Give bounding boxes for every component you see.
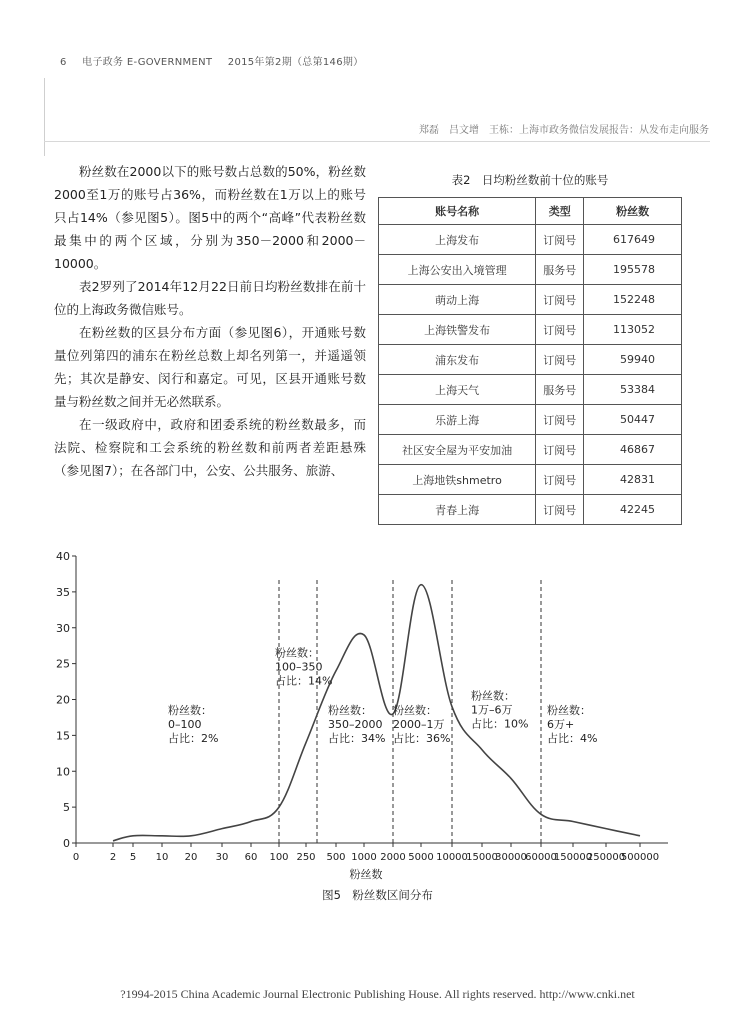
account-type: 订阅号 bbox=[536, 465, 584, 495]
x-tick-label: 100 bbox=[269, 852, 289, 863]
x-tick-label: 150000 bbox=[553, 852, 593, 863]
y-tick-label: 35 bbox=[56, 585, 70, 599]
follower-count: 53384 bbox=[584, 375, 682, 405]
x-tick-label: 60 bbox=[244, 852, 258, 863]
y-tick-label: 40 bbox=[56, 550, 70, 563]
header-divider bbox=[44, 141, 710, 142]
table-row bbox=[379, 225, 682, 255]
table-row bbox=[379, 285, 682, 315]
issue-info: 2015年第2期（总第146期） bbox=[227, 57, 364, 68]
y-tick-label: 20 bbox=[56, 693, 70, 707]
account-name: 上海公安出入境管理 bbox=[379, 255, 536, 285]
x-tick-label: 60000 bbox=[525, 852, 557, 863]
x-tick-label: 10 bbox=[155, 852, 169, 863]
copyright-footer: ?1994-2015 China Academic Journal Electronic Publishing House. All rights reserved. http://www.cnki.net bbox=[120, 987, 635, 1001]
y-tick-label: 25 bbox=[56, 657, 70, 671]
body-text bbox=[54, 160, 366, 482]
x-tick-label: 250000 bbox=[586, 852, 626, 863]
range-annotation: 1万–6万 bbox=[471, 703, 513, 717]
range-annotation: 粉丝数： bbox=[168, 703, 212, 717]
y-tick-label: 5 bbox=[63, 801, 70, 815]
account-type: 订阅号 bbox=[536, 345, 584, 375]
account-type: 订阅号 bbox=[536, 315, 584, 345]
account-name: 青春上海 bbox=[379, 495, 536, 525]
account-name: 社区安全屋为平安加油 bbox=[379, 435, 536, 465]
x-tick-label: 5000 bbox=[408, 852, 434, 863]
x-tick-label: 20 bbox=[184, 852, 198, 863]
range-annotation: 粉丝数： bbox=[275, 646, 319, 660]
range-annotation: 0–100 bbox=[168, 717, 202, 731]
follower-count: 617649 bbox=[584, 225, 682, 255]
account-name: 萌动上海 bbox=[379, 285, 536, 315]
paragraph: 在一级政府中，政府和团委系统的粉丝数最多，而法院、检察院和工会系统的粉丝数和前两者差距悬殊（参见图7）；在各部门中，公安、公共服务、旅游、 bbox=[54, 417, 366, 478]
figure-caption: 图5 粉丝数区间分布 bbox=[322, 888, 433, 902]
article-subtitle: 郑磊 吕文增 王栋：上海市政务微信发展报告：从发布走向服务 bbox=[419, 125, 709, 136]
x-tick-label: 500000 bbox=[620, 852, 660, 863]
follower-distribution-chart bbox=[0, 540, 755, 880]
range-annotation: 粉丝数： bbox=[328, 703, 372, 717]
table-row bbox=[379, 435, 682, 465]
account-name: 上海地铁shmetro bbox=[379, 465, 536, 495]
running-header bbox=[60, 53, 363, 68]
range-annotation: 6万+ bbox=[547, 717, 575, 731]
y-tick-label: 10 bbox=[56, 765, 70, 779]
table-row bbox=[379, 345, 682, 375]
x-tick-label: 10000 bbox=[436, 852, 468, 863]
range-annotation: 占比：2% bbox=[168, 731, 219, 745]
account-type: 订阅号 bbox=[536, 285, 584, 315]
paragraph: 粉丝数在2000以下的账号数占总数的50%，粉丝数2000至1万的账号占36%，而粉丝数在1万以上的账号只占14%（参见图5）。图5中的两个“高峰”代表粉丝数最集中的两个区域，分别为350－2000和2000－10000。 bbox=[54, 164, 366, 271]
account-name: 上海发布 bbox=[379, 225, 536, 255]
follower-count: 42831 bbox=[584, 465, 682, 495]
account-name: 乐游上海 bbox=[379, 405, 536, 435]
follower-count: 195578 bbox=[584, 255, 682, 285]
x-tick-label: 500 bbox=[326, 852, 346, 863]
account-type: 订阅号 bbox=[536, 405, 584, 435]
table-caption: 表2 日均粉丝数前十位的账号 bbox=[451, 173, 609, 187]
top-accounts-table bbox=[378, 197, 682, 525]
range-annotation: 100–350 bbox=[275, 660, 323, 674]
header-account-name: 账号名称 bbox=[379, 198, 536, 225]
account-type: 服务号 bbox=[536, 375, 584, 405]
range-annotation: 占比：14% bbox=[275, 674, 333, 688]
x-tick-label: 30 bbox=[215, 852, 229, 863]
follower-count: 59940 bbox=[584, 345, 682, 375]
table-row bbox=[379, 255, 682, 285]
paragraph: 在粉丝数的区县分布方面（参见图6），开通账号数量位列第四的浦东在粉丝总数上却名列第一，并遥遥领先；其次是静安、闵行和嘉定。可见，区县开通账号数量与粉丝数之间并无必然联系。 bbox=[54, 325, 366, 409]
account-type: 订阅号 bbox=[536, 435, 584, 465]
range-annotation: 占比：10% bbox=[471, 717, 529, 731]
table-row bbox=[379, 495, 682, 525]
table-row bbox=[379, 375, 682, 405]
range-annotation: 粉丝数： bbox=[547, 703, 591, 717]
range-annotation: 占比：34% bbox=[328, 731, 386, 745]
range-annotation: 2000–1万 bbox=[393, 717, 445, 731]
account-type: 订阅号 bbox=[536, 495, 584, 525]
x-tick-label: 2000 bbox=[380, 852, 406, 863]
y-tick-label: 30 bbox=[56, 621, 70, 635]
x-tick-label: 250 bbox=[296, 852, 316, 863]
journal-name: 电子政务 E-GOVERNMENT bbox=[82, 57, 213, 68]
x-tick-label: 30000 bbox=[495, 852, 527, 863]
paragraph: 表2罗列了2014年12月22日前日均粉丝数排在前十位的上海政务微信账号。 bbox=[54, 279, 366, 317]
range-annotation: 占比：36% bbox=[393, 731, 451, 745]
chart-svg bbox=[0, 540, 755, 880]
follower-count: 42245 bbox=[584, 495, 682, 525]
account-name: 上海铁警发布 bbox=[379, 315, 536, 345]
x-tick-label: 2 bbox=[109, 852, 117, 863]
follower-count: 50447 bbox=[584, 405, 682, 435]
table-row bbox=[379, 405, 682, 435]
y-tick-label: 15 bbox=[56, 729, 70, 743]
table-header-row bbox=[379, 198, 682, 225]
account-type: 服务号 bbox=[536, 255, 584, 285]
table-row bbox=[379, 315, 682, 345]
follower-count: 46867 bbox=[584, 435, 682, 465]
margin-rule bbox=[44, 78, 45, 156]
range-annotation: 粉丝数： bbox=[471, 689, 515, 703]
table-row bbox=[379, 465, 682, 495]
x-tick-label: 1000 bbox=[351, 852, 377, 863]
x-tick-label: 5 bbox=[129, 852, 137, 863]
range-annotation: 粉丝数： bbox=[393, 703, 437, 717]
account-name: 浦东发布 bbox=[379, 345, 536, 375]
account-name: 上海天气 bbox=[379, 375, 536, 405]
range-annotation: 350–2000 bbox=[328, 717, 383, 731]
x-axis-label: 粉丝数 bbox=[349, 868, 383, 880]
x-tick-label: 0 bbox=[72, 852, 80, 863]
header-type: 类型 bbox=[536, 198, 584, 225]
account-type: 订阅号 bbox=[536, 225, 584, 255]
y-tick-label: 0 bbox=[63, 837, 70, 850]
follower-count: 113052 bbox=[584, 315, 682, 345]
range-annotation: 占比：4% bbox=[547, 731, 598, 745]
page-number: 6 bbox=[60, 57, 67, 68]
follower-count: 152248 bbox=[584, 285, 682, 315]
x-tick-label: 15000 bbox=[466, 852, 498, 863]
header-followers: 粉丝数 bbox=[584, 198, 682, 225]
